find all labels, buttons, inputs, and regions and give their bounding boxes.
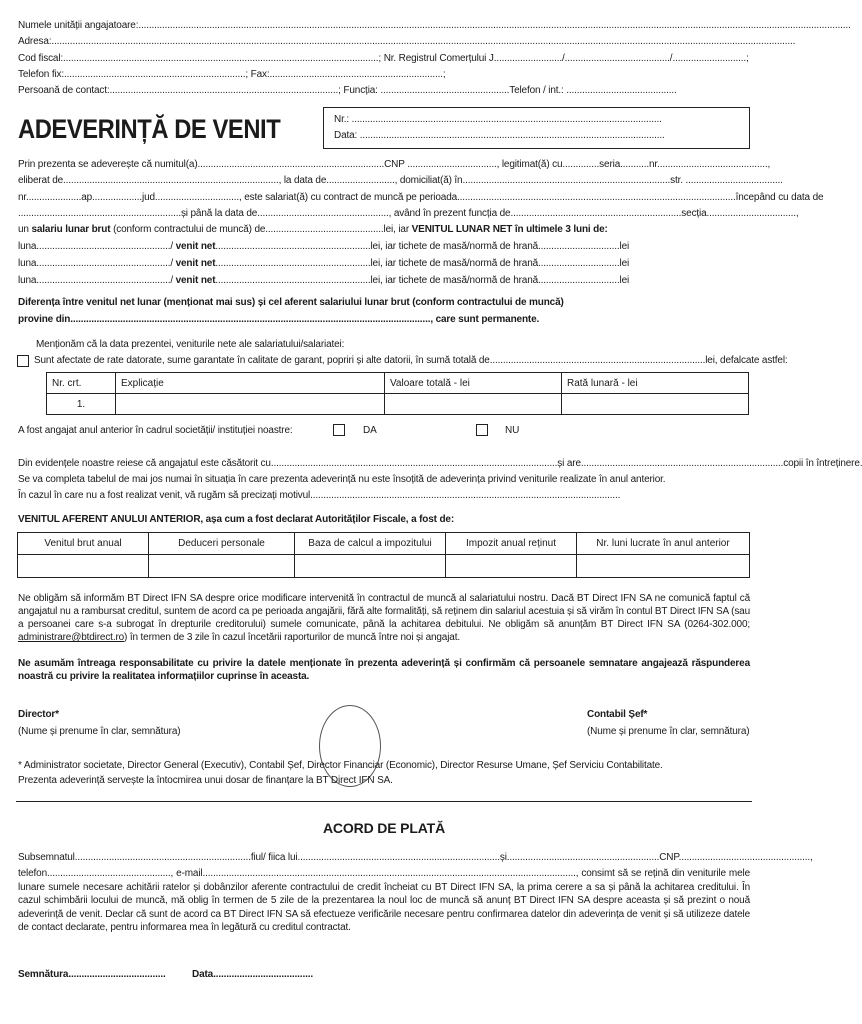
chief-accountant-signature-field[interactable]: (Nume și prenume în clar, semnătura) <box>587 726 750 737</box>
annual-income-table <box>17 532 750 578</box>
annual-income-cell[interactable] <box>295 555 446 578</box>
employee-identity-line[interactable]: Prin prezenta se adeverește că numitul(a).......................................................................CNP .................................., legitimat(ă) cu..............seria...........nr.........................................., <box>18 159 771 170</box>
rates-cell[interactable] <box>116 394 385 415</box>
income-difference-heading: Diferența între venitul net lunar (menționat mai sus) și cel aferent salariului lunar brut (conform contractului de muncă) <box>18 297 564 308</box>
applicant-identity-line[interactable]: Subsemnatul...................................................................fiul/ fiica lui.............................................................................și..........................................................CNP.................................................., <box>18 852 813 863</box>
gross-salary-line[interactable]: un salariu lunar brut (conform contractului de muncă) de.............................................lei, iar VENITUL LUNAR NET în ultimele 3 luni de: <box>18 224 608 235</box>
net-income-month-2[interactable]: luna.................................................../ venit net...........................................................lei, iar tichete de masă/normă de hrană...............................lei <box>18 258 630 269</box>
rates-table <box>46 372 749 415</box>
annual-income-header: Baza de calcul a impozitului <box>295 533 446 555</box>
rates-row-number: 1. <box>47 394 116 415</box>
rates-table-header: Explicație <box>116 373 385 394</box>
income-difference-source-field[interactable]: provine din........................................................................................................................................., care sunt permanente. <box>18 314 540 325</box>
no-income-reason-field[interactable]: În cazul în care nu a fost realizat venit, vă rugăm să precizați motivul...................................................................................................................... <box>18 490 621 501</box>
signature-field[interactable]: Semnătura..................................... <box>18 969 166 980</box>
annual-income-cell[interactable] <box>18 555 149 578</box>
da-label: DA <box>363 425 377 436</box>
phone-field[interactable]: Telefon fix:.....................................................................; Fax:..................................................................; <box>18 69 446 80</box>
fiscal-code-field[interactable]: Cod fiscal:........................................................................................................................; Nr. Registrul Comerțului J........................../......................................../............................; <box>18 53 749 64</box>
employment-function-line[interactable]: ..............................................................și până la data de.................................................., având în prezent funcția de.................................................................secția.................................., <box>18 208 799 219</box>
annual-income-heading: VENITUL AFERENT ANULUI ANTERIOR, așa cum a fost declarat Autorităților Fiscale, a fost de: <box>18 514 455 525</box>
table-row <box>47 394 749 415</box>
rates-table-header: Rată lunară - lei <box>562 373 749 394</box>
employer-field[interactable]: Numele unității angajatoare:............................................................................................................................................................................................................................................................................... <box>18 20 851 31</box>
net-income-month-1[interactable]: luna.................................................../ venit net...........................................................lei, iar tichete de masă/normă de hrană...............................lei <box>18 241 630 252</box>
rates-table-header: Nr. crt. <box>47 373 116 394</box>
annual-income-header: Impozit anual reținut <box>446 533 577 555</box>
marital-status-line[interactable]: Din evidențele noastre reiese că angajatul este căsătorit cu.............................................................................................................și are.............................................................................copii în întreținere. <box>18 458 862 469</box>
rates-label: Sunt afectate de rate datorate, sume garantate în calitate de garant, popriri și alte datorii, în sumă totală de..................................................................................lei, defalcate astfel: <box>34 355 788 366</box>
registration-date-field[interactable]: Data: .................................................................................................................... <box>334 130 665 141</box>
annual-income-cell[interactable] <box>149 555 295 578</box>
page-title: ADEVERINȚĂ DE VENIT <box>18 114 281 144</box>
employer-commitment-paragraph: Ne obligăm să informăm BT Direct IFN SA despre orice modificare intervenită în contractul de muncă al salariatului nostru. Dacă BT Direct IFN SA ne comunică faptul că angajatul nu a rambursat creditul, suntem de acord ca pe perioada angajării, fără alte formalități, să reținem din salariul acestuia și să virăm în contul BT Direct IFN SA (sau a persoanei care s-a subrogat în drepturile creditorului) sumele comunicate, până la achitarea debitului. Ne obligăm să anunțăm BT Direct IFN SA (0264-302.000; administrare@btdirect.ro) în termen de 3 zile în cazul încetării raporturilor de muncă între noi și angajat. <box>18 593 750 643</box>
chief-accountant-label: Contabil Șef* <box>587 709 648 720</box>
director-label: Director* <box>18 709 59 720</box>
rates-table-header: Valoare totală - lei <box>385 373 562 394</box>
address-field[interactable]: Adresa:........................................................................................................................................................................................................................................................................................... <box>18 36 796 47</box>
director-signature-field[interactable]: (Nume și prenume în clar, semnătura) <box>18 726 181 737</box>
rates-checkbox[interactable] <box>17 355 29 367</box>
registration-box <box>323 107 750 149</box>
payment-agreement-paragraph[interactable]: telefon..............................................., e-mail.............................................................................................................................................., consimt să se rețină din veniturile mele lunare sumele necesare achitării ratelor și dobânzilor aferente contractului de credit încheiat cu BT Direct IFN SA, la prima cerere a sa și până la achitarea creditului. În cazul schimbării locului de muncă, mă oblig în termen de 5 zile de la prezentarea la noul loc de muncă să anunț BT Direct IFN SA despre aceasta și să prezint o nouă adeverință de venit. Declar că sunt de acord ca BT Direct IFN SA să efectueze verificările necesare pentru confirmarea datelor din adeverința de venit și să utilizeze datele de contact declarate, pentru informarea mea în legătură cu creditul contractat. <box>18 868 750 933</box>
responsibility-statement: Ne asumăm întreaga responsabilitate cu privire la datele menționate în prezenta adeverință și confirmăm că persoanele semnatare angajează răspunderea noastră cu privire la realitatea informațiilor cuprinse în aceasta. <box>18 658 750 682</box>
contact-email-link[interactable]: administrare@btdirect.ro <box>18 632 125 643</box>
income-mention-label: Menționăm că la data prezentei, veniturile nete ale salariatului/salariatei: <box>36 339 345 350</box>
date-field[interactable]: Data...................................... <box>192 969 313 980</box>
rates-cell[interactable] <box>385 394 562 415</box>
table-instructions: Se va completa tabelul de mai jos numai în situația în care prezenta adeverință nu este însoțită de adeverința privind veniturile realizate în anul anterior. <box>18 474 666 485</box>
table-row <box>18 555 750 578</box>
section-divider <box>16 801 752 802</box>
payment-agreement-title: ACORD DE PLATĂ <box>322 820 446 836</box>
previous-year-nu-checkbox[interactable] <box>476 424 488 436</box>
employee-address-line[interactable]: eliberat de.................................................................................., la data de.........................., domiciliat(ă) în...............................................................................str. ..................................... <box>18 175 783 186</box>
nu-label: NU <box>505 425 520 436</box>
footnote-signatories: * Administrator societate, Director General (Executiv), Contabil Șef, Director Financiar (Economic), Director Resurse Umane, Șef Serviciu Contabilitate. <box>18 760 663 771</box>
annual-income-header: Venitul brut anual <box>18 533 149 555</box>
previous-year-da-checkbox[interactable] <box>333 424 345 436</box>
net-income-month-3[interactable]: luna.................................................../ venit net...........................................................lei, iar tichete de masă/normă de hrană...............................lei <box>18 275 630 286</box>
footnote-purpose: Prezenta adeverință servește la întocmirea unui dosar de finanțare la BT Direct IFN SA. <box>18 775 393 786</box>
rates-cell[interactable] <box>562 394 749 415</box>
registration-number-field[interactable]: Nr.: ...................................................................................................................... <box>334 114 662 125</box>
contact-person-field[interactable]: Persoană de contact:.......................................................................................; Funcția: .................................................Telefon / int.: .......................................... <box>18 85 677 96</box>
annual-income-cell[interactable] <box>577 555 750 578</box>
employment-contract-line[interactable]: nr.....................ap...................jud................................, este salariat(ă) cu contract de muncă pe perioada..........................................................................................................începând cu data de <box>18 192 824 203</box>
previous-year-employment-question: A fost angajat anul anterior în cadrul societății/ instituției noastre: <box>18 425 293 436</box>
annual-income-header: Deduceri personale <box>149 533 295 555</box>
annual-income-header: Nr. luni lucrate în anul anterior <box>577 533 750 555</box>
annual-income-cell[interactable] <box>446 555 577 578</box>
